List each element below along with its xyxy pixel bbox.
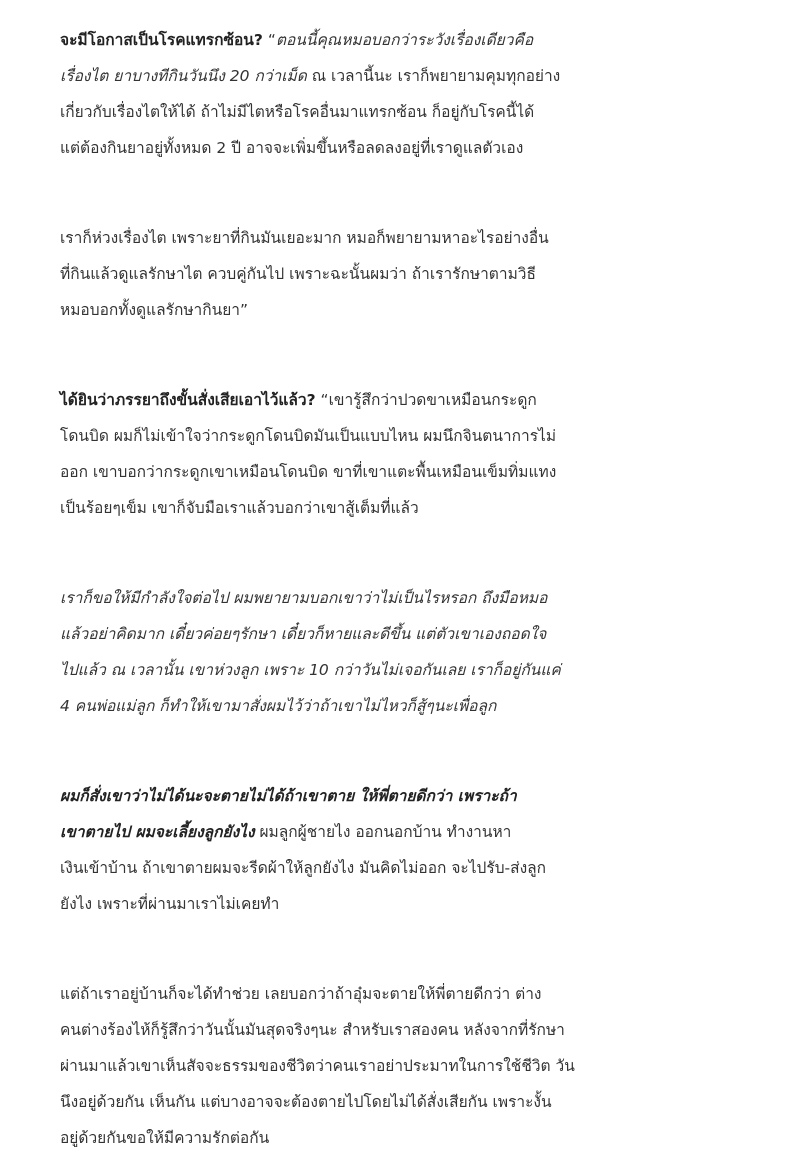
text-line: ออก เขาบอกว่ากระดูกเขาเหมือนโดนบิด ขาที่เขาแตะพื้นเหมือนเข็มทิ่มแทง — [60, 463, 557, 481]
italic-quote: ตอนนี้คุณหมอบอกว่าระวังเรื่องเดียวคือ — [275, 31, 534, 49]
text-line: ไปแล้ว ณ เวลานั้น เขาห่วงลูก เพราะ 10 กว่าวันไม่เจอกันเลย เราก็อยู่กันแค่ — [60, 661, 561, 679]
text-line: 4 คนพ่อแม่ลูก ก็ทำให้เขามาสั่งผมไว้ว่าถ้าเขาไม่ไหวก็สู้ๆนะเพื่อลูก — [60, 697, 497, 715]
body-text: ผมลูกผู้ชายไง ออกนอกบ้าน ทำงานหา — [254, 823, 512, 841]
text-line: โดนบิด ผมก็ไม่เข้าใจว่ากระดูกโดนบิดมันเป็นแบบไหน ผมนึกจินตนาการไม่ — [60, 427, 557, 445]
interview-question: จะมีโอกาสเป็นโรคแทรกซ้อน? — [60, 31, 263, 49]
text-line: คนต่างร้องไห้ก็รู้สึกว่าวันนั้นมันสุดจริงๆนะ สำหรับเราสองคน หลังจากที่รักษา — [60, 1021, 565, 1039]
text-line: นึงอยู่ด้วยกัน เห็นกัน แต่บางอาจจะต้องตายไปโดยไม่ได้สั่งเสียกัน เพราะงั้น — [60, 1093, 552, 1111]
paragraph-2 — [60, 220, 750, 328]
text-line: เป็นร้อยๆเข็ม เขาก็จับมือเราแล้วบอกว่าเขาสู้เต็มที่แล้ว — [60, 499, 419, 517]
text-line — [60, 382, 750, 418]
italic-quote: เรื่องไต ยาบางทีกินวันนึง 20 กว่าเม็ด — [60, 67, 307, 85]
open-quote: “ — [262, 31, 276, 49]
paragraph-4 — [60, 580, 750, 724]
text-line: เกี่ยวกับเรื่องไตให้ได้ ถ้าไม่มีไตหรือโรคอื่นมาแทรกซ้อน ก็อยู่กับโรคนี้ได้ — [60, 103, 535, 121]
text-line: ผ่านมาแล้วเขาเห็นสัจจะธรรมของชีวิตว่าคนเราอย่าประมาทในการใช้ชีวิต วัน — [60, 1057, 575, 1075]
text-line: แต่ต้องกินยาอยู่ทั้งหมด 2 ปี อาจจะเพิ่มขึ้นหรือลดลงอยู่ที่เราดูแลตัวเอง — [60, 139, 524, 157]
paragraph-6 — [60, 976, 750, 1156]
emphasis-quote: ผมก็สั่งเขาว่าไม่ได้นะจะตายไม่ได้ถ้าเขาตาย ให้พี่ตายดีกว่า เพราะถ้า — [60, 787, 517, 805]
text-line: เราก็ห่วงเรื่องไต เพราะยาที่กินมันเยอะมาก หมอก็พยายามหาอะไรอย่างอื่น — [60, 229, 549, 247]
text-line: เราก็ขอให้มีกำลังใจต่อไป ผมพยายามบอกเขาว่าไม่เป็นไรหรอก ถึงมือหมอ — [60, 589, 548, 607]
body-text: ณ เวลานี้นะ เราก็พยายามคุมทุกอย่าง — [306, 67, 561, 85]
text-line — [60, 58, 750, 94]
emphasis-quote: เขาตายไป ผมจะเลี้ยงลูกยังไง — [60, 823, 255, 841]
text-line: แต่ถ้าเราอยู่บ้านก็จะได้ทำช่วย เลยบอกว่าถ้าอุ๋มจะตายให้พี่ตายดีกว่า ต่าง — [60, 985, 542, 1003]
paragraph-5 — [60, 778, 750, 922]
text-line: อยู่ด้วยกันขอให้มีความรักต่อกัน — [60, 1129, 270, 1147]
text-line: ที่กินแล้วดูแลรักษาไต ควบคู่กันไป เพราะฉะนั้นผมว่า ถ้าเรารักษาตามวิธี — [60, 265, 536, 283]
body-text: “เขารู้สึกว่าปวดขาเหมือนกระดูก — [315, 391, 537, 409]
text-line: เงินเข้าบ้าน ถ้าเขาตายผมจะรีดผ้าให้ลูกยังไง มันคิดไม่ออก จะไปรับ-ส่งลูก — [60, 859, 547, 877]
text-line: หมอบอกทั้งดูแลรักษากินยา” — [60, 301, 249, 319]
text-line: ยังไง เพราะที่ผ่านมาเราไม่เคยทำ — [60, 895, 280, 913]
paragraph-1 — [60, 22, 750, 166]
paragraph-3 — [60, 382, 750, 526]
text-line: แล้วอย่าคิดมาก เดี๋ยวค่อยๆรักษา เดี๋ยวก็หายและดีขึ้น แต่ตัวเขาเองถอดใจ — [60, 625, 547, 643]
text-line — [60, 814, 750, 850]
interview-question: ได้ยินว่าภรรยาถึงขั้นสั่งเสียเอาไว้แล้ว? — [60, 391, 316, 409]
article-body — [60, 22, 750, 1156]
text-line — [60, 22, 750, 58]
